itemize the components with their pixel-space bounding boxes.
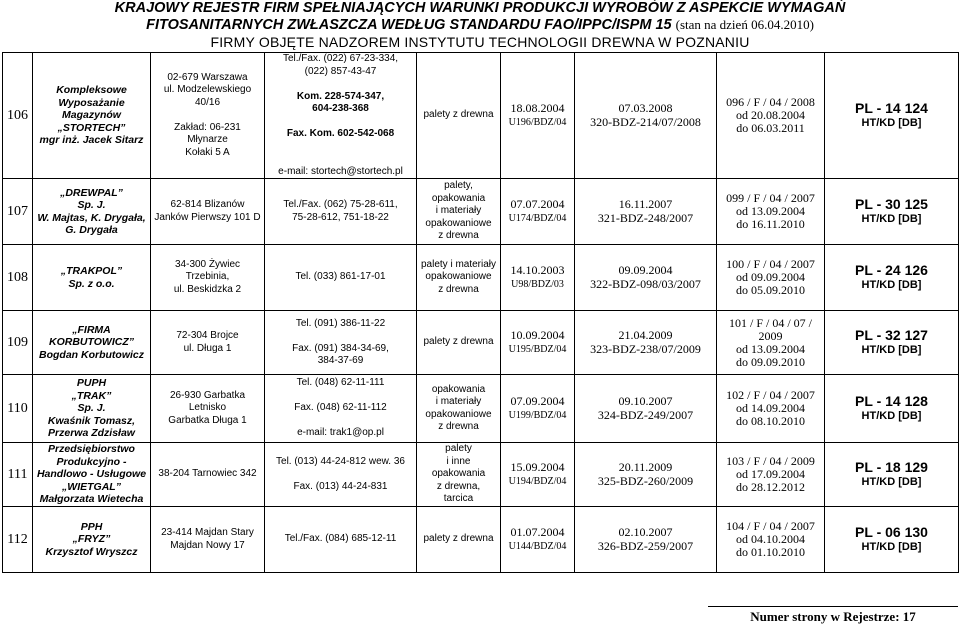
approval-date — [575, 375, 717, 443]
line: palety, opakowania — [431, 180, 486, 204]
line: od 14.09.2004 — [736, 401, 805, 415]
approval-date — [575, 179, 717, 245]
registry-table — [2, 52, 959, 573]
line: G. Drygała — [65, 224, 118, 236]
line: „DREWPAL” — [60, 186, 123, 199]
line: 02-679 Warszawa — [167, 71, 248, 83]
table-row — [3, 443, 959, 507]
line: Trzebinia, — [185, 271, 230, 283]
line: Tel./Fax. (062) 75-28-611, — [283, 199, 398, 210]
row-number: 109 — [3, 311, 33, 375]
line: „FRYZ” — [72, 533, 111, 546]
date: 09.10.2007 — [618, 394, 673, 408]
approval-date — [575, 443, 717, 507]
line: Fax. Kom. 602-542-068 — [286, 128, 395, 139]
company-contact — [265, 443, 417, 507]
line: od 13.09.2004 — [736, 204, 805, 218]
line: e-mail: trak1@op.pl — [297, 427, 384, 439]
code-sub: HT/KD [DB] — [861, 212, 922, 225]
line: ul. Beskidzka 2 — [173, 283, 242, 295]
line: i materiały — [435, 396, 482, 407]
line: PUPH — [76, 377, 107, 390]
company-contact — [265, 53, 417, 179]
line: Wyposażanie — [58, 96, 125, 109]
reference: 321-BDZ-248/2007 — [597, 210, 694, 225]
company-name — [33, 53, 151, 179]
reference: U199/BDZ/04 — [508, 409, 567, 421]
line: Sp. J. — [77, 402, 106, 415]
line: Krzysztof Wryszcz — [45, 545, 138, 558]
products — [417, 245, 501, 311]
date: 07.03.2008 — [618, 101, 673, 115]
line: ul. Długa 1 — [183, 342, 232, 354]
line: opakowaniowe — [425, 271, 492, 283]
code: PL - 14 128 — [855, 392, 928, 409]
line: palety z drewna — [423, 533, 494, 545]
line: Garbatka Długa 1 — [168, 414, 247, 426]
date: 18.08.2004 — [510, 101, 565, 115]
reference: U194/BDZ/04 — [508, 475, 567, 487]
registration-date — [501, 53, 575, 179]
line: Przedsiębiorstwo — [48, 443, 135, 456]
line: opakowaniowe — [425, 217, 492, 229]
certificate-validity — [717, 507, 825, 573]
code: PL - 14 124 — [855, 99, 928, 116]
products — [417, 311, 501, 375]
approval-date — [575, 53, 717, 179]
registry-code — [825, 179, 959, 245]
line: „TRAKPOL” — [60, 265, 123, 277]
header-line-1: KRAJOWY REJESTR FIRM SPEŁNIAJĄCYCH WARUNKI PRODUKCJI WYROBÓW Z ASPEKCIE WYMAGAŃ — [114, 0, 846, 16]
line: Tel. (033) 861-17-01 — [295, 271, 386, 283]
header-line-2 — [0, 17, 960, 34]
footer-page-number: 17 — [902, 609, 916, 624]
line: „STORTECH” — [57, 121, 126, 134]
table-row — [3, 245, 959, 311]
registry-code — [825, 245, 959, 311]
registry-code — [825, 311, 959, 375]
line: 099 / F / 04 / 2007 — [726, 191, 815, 205]
line: palety i materiały — [420, 258, 497, 270]
registration-date — [501, 507, 575, 573]
registry-code — [825, 443, 959, 507]
line: tarcica — [443, 493, 474, 505]
line: opakowania — [431, 383, 486, 395]
line — [267, 153, 414, 166]
company-contact — [265, 311, 417, 375]
reference: U195/BDZ/04 — [508, 343, 567, 355]
line: Produkcyjno - — [56, 455, 127, 468]
company-name — [33, 375, 151, 443]
header-line-3: FIRMY OBJĘTE NADZOREM INSTYTUTU TECHNOLOGII DREWNA W POZNANIU — [210, 34, 750, 50]
date: 20.11.2009 — [618, 460, 673, 474]
reference: 324-BDZ-249/2007 — [597, 407, 694, 422]
certificate-validity — [717, 179, 825, 245]
products — [417, 53, 501, 179]
line: 72-304 Brojce — [176, 330, 239, 341]
company-address — [151, 375, 265, 443]
line: do 16.11.2010 — [736, 217, 805, 231]
registration-date — [501, 375, 575, 443]
company-address — [151, 443, 265, 507]
table-row — [3, 507, 959, 573]
header-date: (stan na dzień 06.04.2010) — [675, 17, 814, 32]
company-address — [151, 245, 265, 311]
line: Tel. (048) 62-11-111 — [296, 377, 385, 389]
line: do 08.10.2010 — [736, 414, 805, 428]
company-contact — [265, 245, 417, 311]
company-contact — [265, 179, 417, 245]
date: 01.07.2004 — [510, 525, 565, 539]
row-number: 106 — [3, 53, 33, 179]
reference: 323-BDZ-238/07/2009 — [590, 341, 701, 356]
code: PL - 32 127 — [855, 326, 928, 343]
line: Tel. (091) 386-11-22 — [295, 317, 386, 329]
line: 75-28-612, 751-18-22 — [292, 211, 389, 223]
code-sub: HT/KD [DB] — [861, 116, 922, 129]
company-name — [33, 507, 151, 573]
line: ul. Modzelewskiego — [163, 84, 252, 96]
line: Kołaki 5 A — [185, 146, 230, 158]
line: Fax. (013) 44-24-831 — [293, 480, 388, 492]
code: PL - 18 129 — [855, 458, 928, 475]
reference: 322-BDZ-098/03/2007 — [590, 276, 701, 291]
row-number: 111 — [3, 443, 33, 507]
line — [267, 116, 414, 129]
registration-date — [501, 245, 575, 311]
products — [417, 507, 501, 573]
line: z drewna — [438, 283, 479, 295]
line: Małgorzata Wietecha — [39, 493, 144, 506]
date: 10.09.2004 — [510, 328, 565, 342]
company-address — [151, 53, 265, 179]
line — [267, 415, 414, 428]
line: 38-204 Tarnowiec 342 — [158, 468, 257, 480]
line: Letnisko — [188, 402, 227, 414]
approval-date — [575, 507, 717, 573]
company-address — [151, 507, 265, 573]
line: W. Majtas, K. Drygała, — [37, 211, 146, 224]
certificate-validity — [717, 311, 825, 375]
line: (022) 857-43-47 — [304, 65, 377, 77]
registration-date — [501, 443, 575, 507]
date: 09.09.2004 — [618, 263, 673, 277]
line: palety — [445, 443, 472, 455]
line: Tel./Fax. (084) 685-12-11 — [284, 533, 397, 545]
company-name — [33, 311, 151, 375]
line: Magazynów — [62, 109, 121, 122]
line: Janków Pierwszy 101 D — [154, 211, 261, 223]
line — [153, 109, 262, 122]
line: 104 / F / 04 / 2007 — [726, 519, 815, 533]
registry-code — [825, 53, 959, 179]
approval-date — [575, 311, 717, 375]
company-address — [151, 311, 265, 375]
reference: 326-BDZ-259/2007 — [597, 538, 694, 553]
line: palety z drewna — [423, 336, 494, 348]
line: e-mail: stortech@stortech.pl — [278, 165, 403, 177]
code-sub: HT/KD [DB] — [861, 475, 922, 488]
date: 14.10.2003 — [510, 263, 565, 277]
reference: 325-BDZ-260/2009 — [597, 473, 694, 488]
line: i materiały — [435, 205, 482, 217]
date: 07.09.2004 — [510, 394, 565, 408]
certificate-validity — [717, 375, 825, 443]
line: 101 / F / 04 / 07 / 2009 — [728, 315, 812, 343]
code: PL - 24 126 — [855, 261, 928, 278]
line: 096 / F / 04 / 2008 — [726, 95, 815, 109]
line: z drewna, — [436, 480, 481, 492]
registration-date — [501, 179, 575, 245]
table-row — [3, 179, 959, 245]
code: PL - 06 130 — [855, 523, 928, 540]
company-contact — [265, 375, 417, 443]
date: 07.07.2004 — [510, 197, 565, 211]
line: z drewna — [438, 230, 479, 242]
line: 26-930 Garbatka — [169, 389, 246, 401]
line: do 01.10.2010 — [736, 545, 805, 559]
line: 100 / F / 04 / 2007 — [726, 257, 815, 271]
registry-code — [825, 375, 959, 443]
date: 21.04.2009 — [618, 328, 673, 342]
reference: U196/BDZ/04 — [508, 116, 567, 128]
company-name — [33, 443, 151, 507]
line: Kompleksowe — [56, 84, 127, 97]
date: 02.10.2007 — [618, 525, 673, 539]
table-row — [3, 311, 959, 375]
line: Majdan Nowy 17 — [170, 539, 245, 551]
line: 62-814 Blizanów — [170, 199, 245, 210]
code-sub: HT/KD [DB] — [861, 540, 922, 553]
line: od 04.10.2004 — [736, 532, 805, 546]
line: Sp. z o.o. — [68, 277, 115, 290]
header-line-2-text: FITOSANITARNYCH ZWŁASZCZA WEDŁUG STANDARDU FAO/IPPC/ISPM 15 — [146, 17, 672, 33]
certificate-validity — [717, 53, 825, 179]
products — [417, 179, 501, 245]
line — [267, 468, 414, 481]
line: palety z drewna — [423, 109, 494, 121]
company-contact — [265, 507, 417, 573]
line: 23-414 Majdan Stary — [161, 527, 254, 538]
registry-code — [825, 507, 959, 573]
line: 103 / F / 04 / 2009 — [726, 454, 815, 468]
line: z drewna — [438, 421, 479, 432]
line: KORBUTOWICZ” — [49, 336, 134, 349]
line: PPH — [80, 520, 103, 533]
line: i inne opakowania — [431, 455, 486, 480]
row-number: 112 — [3, 507, 33, 573]
code-sub: HT/KD [DB] — [861, 343, 922, 356]
approval-date — [575, 245, 717, 311]
line: do 06.03.2011 — [736, 121, 805, 135]
certificate-validity — [717, 443, 825, 507]
line: 384-37-69 — [317, 355, 364, 366]
line: Fax. (048) 62-11-112 — [294, 402, 387, 414]
line: do 28.12.2012 — [736, 480, 805, 494]
line: od 09.09.2004 — [736, 270, 805, 284]
line: opakowaniowe — [425, 408, 492, 420]
line: do 05.09.2010 — [736, 283, 805, 297]
line: 604-238-368 — [312, 103, 369, 114]
table-row — [3, 53, 959, 179]
company-address — [151, 179, 265, 245]
line: od 13.09.2004 — [736, 341, 805, 356]
line — [267, 141, 414, 154]
line: „FIRMA — [72, 323, 111, 336]
line: Kwaśnik Tomasz, — [47, 414, 136, 427]
code-sub: HT/KD [DB] — [861, 278, 922, 291]
reference: U174/BDZ/04 — [508, 212, 567, 224]
registry-rows — [3, 53, 959, 573]
code: PL - 30 125 — [855, 195, 928, 212]
line: Przerwa Zdzisław — [48, 427, 135, 440]
line: Bogdan Korbutowicz — [39, 348, 144, 361]
line — [267, 78, 414, 91]
line: mgr inż. Jacek Sitarz — [39, 134, 144, 147]
company-name — [33, 245, 151, 311]
line: „WIETGAL” — [62, 480, 121, 493]
line: Kom. 228-574-347, — [296, 90, 385, 102]
line: Zakład: 06-231 Młynarze — [174, 121, 241, 146]
reference: U98/BDZ/03 — [511, 278, 564, 290]
row-number: 107 — [3, 179, 33, 245]
date: 15.09.2004 — [510, 460, 565, 474]
products — [417, 443, 501, 507]
line: 40/16 — [194, 96, 221, 108]
code-sub: HT/KD [DB] — [861, 409, 922, 422]
line: od 17.09.2004 — [736, 467, 805, 481]
company-name — [33, 179, 151, 245]
line: Handlowo - Usługowe — [36, 468, 147, 481]
line: Sp. J. — [77, 199, 106, 211]
row-number: 108 — [3, 245, 33, 311]
reference: 320-BDZ-214/07/2008 — [590, 114, 701, 129]
line — [267, 330, 414, 343]
line: 102 / F / 04 / 2007 — [726, 388, 815, 402]
line: Fax. (091) 384-34-69, — [292, 342, 389, 354]
line: od 20.08.2004 — [736, 108, 805, 122]
line: Tel. (013) 44-24-812 wew. 36 — [276, 455, 405, 467]
line — [267, 390, 414, 403]
line: Tel./Fax. (022) 67-23-334, — [282, 53, 399, 64]
products — [417, 375, 501, 443]
table-row — [3, 375, 959, 443]
line: „TRAK” — [71, 389, 112, 402]
certificate-validity — [717, 245, 825, 311]
page-footer — [708, 606, 958, 627]
reference: U144/BDZ/04 — [508, 540, 567, 552]
registration-date — [501, 311, 575, 375]
line: do 09.09.2010 — [736, 354, 805, 369]
date: 16.11.2007 — [618, 197, 673, 211]
line: 34-300 Żywiec — [174, 258, 241, 270]
row-number: 110 — [3, 375, 33, 443]
footer-label: Numer strony w Rejestrze: — [750, 609, 900, 624]
